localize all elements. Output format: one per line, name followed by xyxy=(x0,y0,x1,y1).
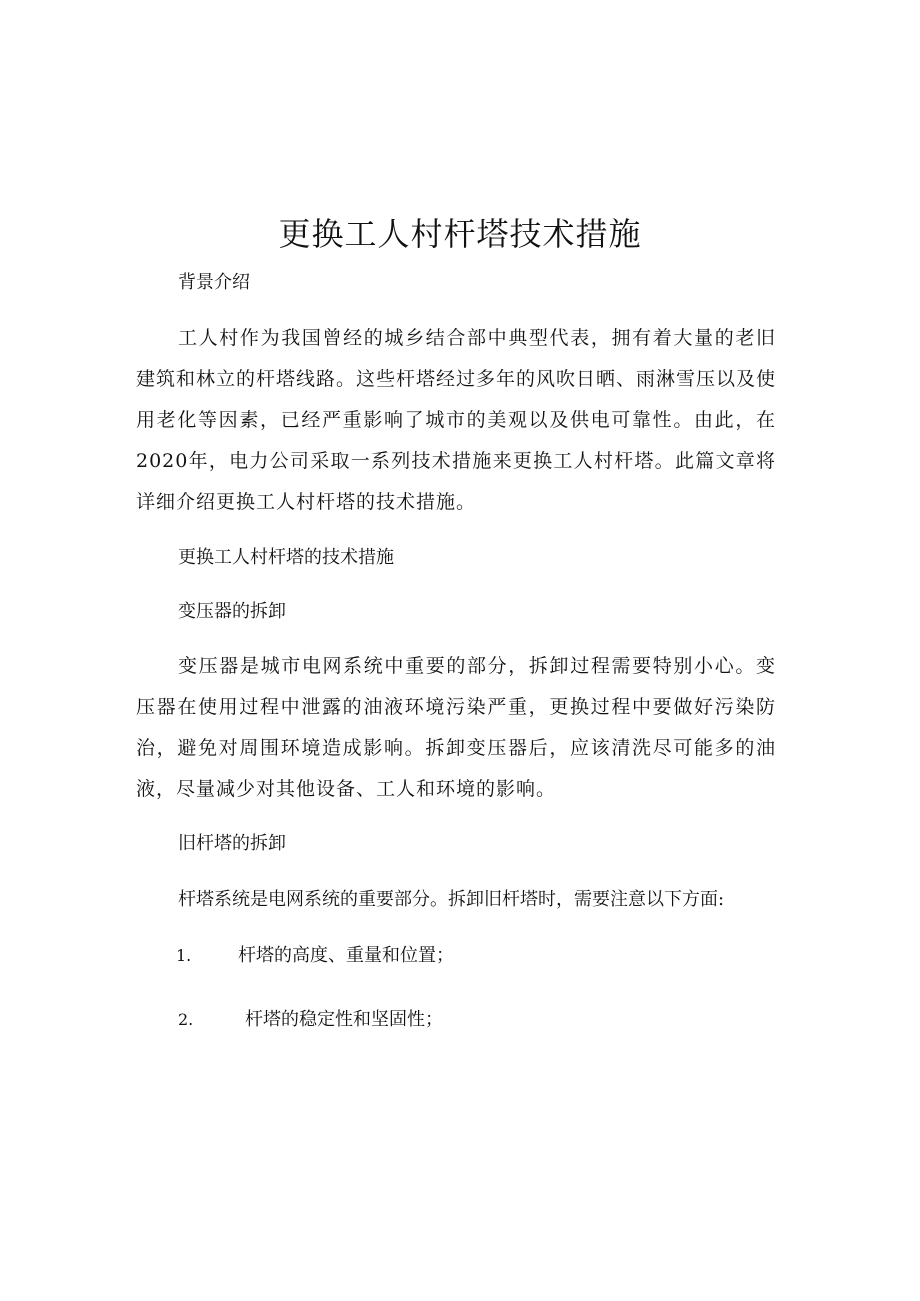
section-heading-measures: 更换工人村杆塔的技术措施 xyxy=(178,547,394,568)
paragraph-transformer: 变压器是城市电网系统中重要的部分，拆卸过程需要特别小心。变压器在使用过程中泄露的油液环境污染严重，更换过程中要做好污染防治，避免对周围环境造成影响。拆卸变压器后，应该清洗尽可能多的油液，尽量减少对其他设备、工人和环境的影响。 xyxy=(136,655,776,800)
section-heading-transformer: 变压器的拆卸 xyxy=(178,601,286,622)
document-title: 更换工人村杆塔技术措施 xyxy=(278,215,642,253)
section-heading-background: 背景介绍 xyxy=(178,272,250,293)
paragraph-background: 工人村作为我国曾经的城乡结合部中典型代表，拥有着大量的老旧建筑和林立的杆塔线路。这些杆塔经过多年的风吹日晒、雨淋雪压以及使用老化等因素，已经严重影响了城市的美观以及供电可靠性。由此，在2020年，电力公司采取一系列技术措施来更换工人村杆塔。此篇文章将详细介绍更换工人村杆塔的技术措施。 xyxy=(136,327,777,513)
section-heading-old-tower: 旧杆塔的拆卸 xyxy=(178,833,286,854)
list-item-number: 2. xyxy=(178,1010,194,1029)
list-item-text: 杆塔的稳定性和坚固性； xyxy=(245,1009,443,1030)
list-item-number: 1. xyxy=(176,946,192,965)
list-item-text: 杆塔的高度、重量和位置； xyxy=(238,945,454,966)
paragraph-old-tower: 杆塔系统是电网系统的重要部分。拆卸旧杆塔时，需要注意以下方面: xyxy=(178,889,725,910)
